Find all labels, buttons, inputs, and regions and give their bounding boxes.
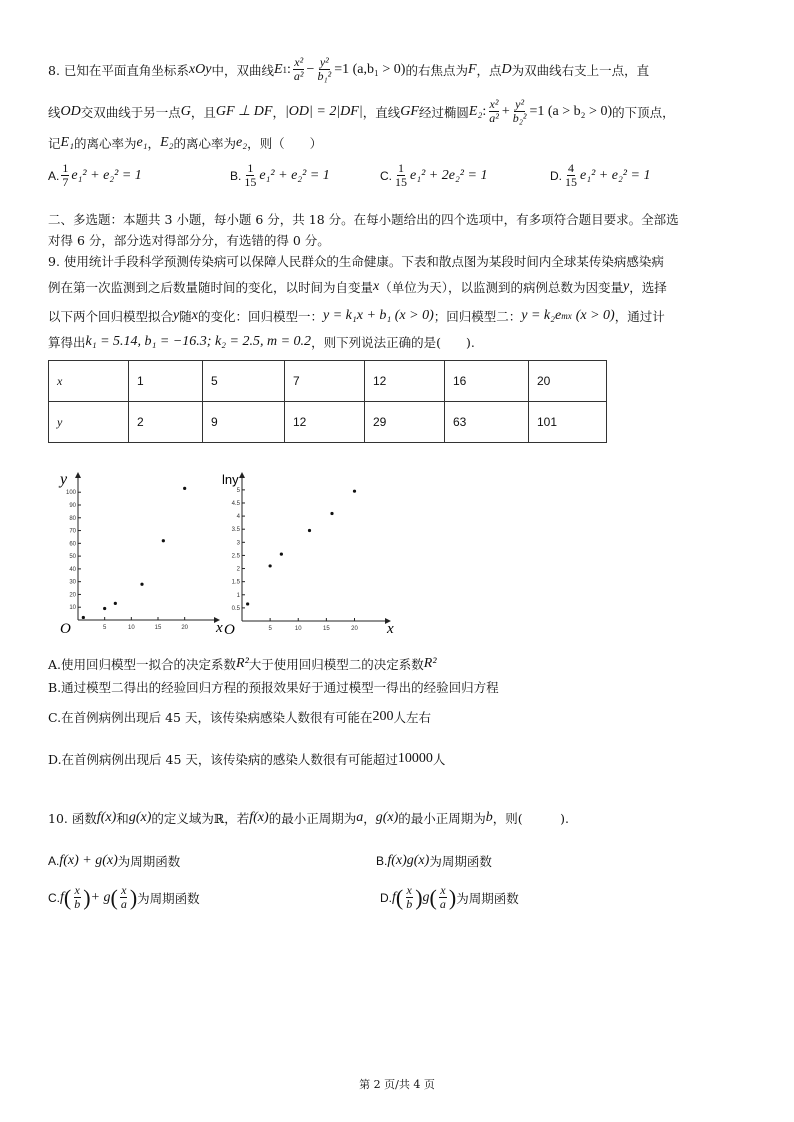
- y-tick-label: 1.5: [231, 579, 240, 586]
- q9-option-d: [48, 750, 445, 768]
- math: x: [373, 279, 380, 294]
- math: GF ⊥ DF: [215, 104, 273, 119]
- text: ，则（ ）: [247, 136, 323, 151]
- paren: (: [429, 884, 437, 910]
- text: ，点: [476, 62, 502, 78]
- denominator: b: [406, 897, 413, 911]
- text: 的下顶点，: [612, 104, 675, 120]
- fraction: [394, 162, 408, 189]
- fraction: [488, 98, 500, 125]
- denominator: 15: [395, 175, 407, 189]
- table-cell: x: [49, 361, 129, 402]
- q8-option-c: [380, 162, 487, 189]
- option-label: A.: [48, 854, 60, 868]
- fraction: [73, 884, 81, 911]
- data-point: [103, 607, 106, 610]
- q9-option-b: [48, 678, 499, 696]
- denominator: a: [120, 897, 127, 911]
- text: ，: [363, 811, 376, 826]
- data-point: [114, 602, 117, 605]
- math: f(x): [249, 810, 269, 825]
- table-cell: 29: [365, 402, 445, 443]
- text: 的离心率为: [173, 136, 236, 151]
- text: 交双曲线于另一点: [80, 104, 181, 120]
- paren: (: [110, 884, 118, 910]
- math: :: [482, 103, 487, 119]
- option-text: 为周期函数: [456, 890, 519, 906]
- q10-option-c: [48, 884, 200, 911]
- y-tick-label: 100: [65, 490, 76, 497]
- table-cell: 5: [203, 361, 285, 402]
- paren: ): [129, 884, 138, 910]
- option-text: 为周期函数: [429, 854, 492, 869]
- table-row: [49, 361, 607, 402]
- data-point: [330, 512, 333, 515]
- y-arrow-icon: [75, 472, 81, 478]
- option-label: B.: [376, 854, 388, 868]
- text: 为双曲线右支上一点，直: [511, 62, 650, 78]
- data-point: [162, 539, 165, 542]
- text: 的离心率为: [73, 136, 137, 151]
- numerator: x: [440, 883, 446, 897]
- y-tick-label: 2: [236, 566, 240, 573]
- text: 的定义域为ℝ，若: [151, 811, 250, 826]
- text: 的最小正周期为: [398, 811, 486, 826]
- scatter-plot-lny: [222, 470, 392, 640]
- y-tick-label: 3.5: [231, 527, 240, 534]
- text: ；回归模型二：: [433, 309, 522, 324]
- x-axis-label: x: [216, 620, 223, 636]
- numerator: x: [406, 883, 412, 897]
- option-label: B.: [230, 168, 242, 183]
- table-row: [49, 402, 607, 443]
- table-cell: 9: [203, 402, 285, 443]
- math: g(x): [375, 810, 399, 825]
- y-tick-label: 20: [69, 592, 76, 599]
- text: ，: [272, 104, 285, 120]
- numerator: 4: [568, 161, 574, 175]
- x-tick-label: 5: [102, 625, 107, 631]
- table-cell: 2: [129, 402, 203, 443]
- math: mx: [561, 311, 572, 321]
- x-axis-label: x: [387, 621, 394, 637]
- x-tick-label: 20: [351, 626, 358, 632]
- origin-label: O: [60, 621, 71, 637]
- option-text: 人左右: [393, 710, 431, 725]
- scatter-plot-y: [50, 471, 223, 640]
- section-2-heading: [48, 210, 679, 228]
- math: |OD| = 2|DF|: [284, 103, 363, 119]
- math: + g: [90, 889, 111, 905]
- y-tick-label: 70: [69, 528, 76, 535]
- math: OD: [60, 103, 81, 119]
- option-text: 大于使用回归模型二的决定系数: [248, 657, 424, 672]
- text: 和: [116, 811, 129, 826]
- q8-option-b: [230, 162, 330, 189]
- q8-line-2: [48, 98, 675, 125]
- q10-option-b: [376, 852, 492, 870]
- math: (x > 0): [575, 308, 615, 323]
- x-tick-label: 10: [294, 626, 302, 632]
- data-point: [353, 490, 356, 493]
- option-label: A.: [48, 168, 60, 183]
- paren: ): [415, 884, 423, 910]
- y-tick-label: 4.5: [231, 500, 240, 507]
- data-point: [280, 553, 283, 556]
- math: xOy: [188, 61, 212, 77]
- data-point: [140, 583, 143, 586]
- numerator: x: [74, 883, 80, 897]
- page-footer: 第 2 页/共 4 页: [359, 1078, 435, 1091]
- y-tick-label: 60: [69, 541, 76, 548]
- math: F: [467, 61, 477, 77]
- math: f(x)g(x): [387, 853, 430, 868]
- y-tick-label: 90: [69, 503, 76, 509]
- q9-line-1: [48, 252, 664, 270]
- text: 线: [48, 104, 61, 120]
- y-tick-label: 40: [69, 566, 76, 573]
- math: f: [60, 889, 64, 905]
- fraction: [316, 56, 332, 83]
- text: 记: [48, 136, 61, 151]
- text: ，则下列说法正确的是( ).: [311, 335, 475, 350]
- denominator: b: [74, 897, 81, 911]
- denominator: b₂²: [512, 111, 527, 125]
- table-cell: 1: [129, 361, 203, 402]
- q8-line-3: [48, 134, 322, 152]
- text: 的变化：回归模型一：: [197, 309, 323, 324]
- math: −: [306, 61, 315, 77]
- option-label: D.: [380, 890, 392, 905]
- math: 1: [282, 64, 288, 75]
- q9-line-3: [48, 307, 665, 325]
- fraction: [439, 884, 447, 911]
- data-point: [183, 487, 186, 490]
- denominator: b₁²: [317, 69, 332, 83]
- table-cell: 101: [529, 402, 607, 443]
- fraction: [293, 56, 305, 83]
- math: E₂: [468, 103, 483, 119]
- q10-option-a: [48, 852, 180, 870]
- x-tick-label: 15: [154, 625, 162, 631]
- text: 经过椭圆: [418, 104, 469, 120]
- x-tick-label: 20: [181, 625, 189, 631]
- text: 的右焦点为: [405, 62, 468, 78]
- text: （单位为天），以监测到的病例总数为因变量: [379, 280, 623, 295]
- text: ，选择: [629, 280, 667, 295]
- text: ，通过计: [614, 309, 665, 324]
- q8-option-d: [550, 162, 650, 189]
- data-point: [246, 602, 249, 605]
- math: e₂: [236, 135, 248, 150]
- math: e₁² + e₂² = 1: [580, 167, 651, 183]
- option-text: A.使用回归模型一拟合的决定系数: [48, 657, 237, 672]
- math: R²: [423, 656, 437, 671]
- math: =1 (a > b₂ > 0): [529, 103, 613, 119]
- q8-line-1: [48, 56, 649, 83]
- math: a: [356, 810, 364, 825]
- math: GF: [400, 103, 419, 119]
- x-tick-label: 15: [323, 626, 330, 632]
- text: ，: [147, 136, 161, 151]
- math: e₁: [136, 135, 148, 150]
- math: k₁ = 5.14, b₁ = −16.3; k₂ = 2.5, m = 0.2: [85, 334, 312, 349]
- math: g: [422, 889, 430, 905]
- q8-option-a: [48, 162, 142, 189]
- text: 随: [179, 309, 192, 324]
- option-text: C.在首例病例出现后 45 天，该传染病感染人数很有可能在: [48, 710, 373, 725]
- numerator: 1: [62, 161, 69, 175]
- y-tick-label: 3: [236, 540, 240, 547]
- text: ，直线: [362, 104, 401, 120]
- math: E: [273, 61, 283, 77]
- y-tick-label: 50: [69, 554, 76, 561]
- option-text: 为周期函数: [117, 854, 181, 869]
- y-tick-label: 5: [236, 487, 240, 494]
- data-point: [269, 564, 272, 567]
- denominator: a²: [293, 69, 304, 83]
- option-label: C.: [380, 168, 392, 183]
- y-tick-label: 1: [236, 592, 240, 599]
- table-cell: 12: [365, 361, 445, 402]
- option-label: C.: [48, 890, 60, 905]
- fraction: [120, 884, 128, 911]
- fraction: [61, 162, 69, 189]
- numerator: y²: [515, 97, 525, 111]
- text: 10. 函数: [48, 811, 97, 826]
- y-arrow-icon: [239, 472, 245, 478]
- fraction: [512, 98, 528, 125]
- math: G: [180, 103, 191, 119]
- math: :: [287, 61, 291, 77]
- text: 例在第一次监测到之后数量随时间的变化，以时间为自变量: [48, 280, 374, 295]
- y-tick-label: 80: [69, 515, 76, 522]
- math: e₁² + e₂² = 1: [259, 167, 330, 183]
- y-tick-label: 2.5: [231, 553, 240, 560]
- table-cell: 7: [285, 361, 365, 402]
- q10-option-d: [380, 884, 519, 911]
- text: 以下两个回归模型拟合: [48, 309, 174, 324]
- math: y: [173, 308, 180, 323]
- y-tick-label: 30: [69, 579, 76, 586]
- q9-line-4: [48, 333, 475, 351]
- section-text: 二、多选题：本题共 3 小题，每小题 6 分，共 18 分。在每小题给出的四个选项中，有多项符合题目要求。全部选: [48, 212, 679, 227]
- denominator: 15: [565, 175, 577, 189]
- origin-label: O: [224, 622, 235, 638]
- numerator: 1: [398, 161, 404, 175]
- fraction: [405, 884, 413, 911]
- paren: ): [448, 884, 457, 910]
- q9-line-2: [48, 278, 667, 296]
- math: b: [485, 810, 493, 825]
- option-text: 人: [432, 752, 446, 767]
- q9-option-c: [48, 708, 431, 726]
- numerator: 1: [247, 161, 254, 175]
- math: =1 (a,b₁ > 0): [334, 61, 406, 77]
- table-cell: 20: [529, 361, 607, 402]
- q9-option-a: [48, 655, 437, 673]
- text: 算得出: [48, 335, 86, 350]
- denominator: 15: [244, 175, 257, 189]
- math: 10000: [397, 751, 433, 766]
- denominator: a: [439, 897, 446, 911]
- math: e₁² + e₂² = 1: [71, 167, 142, 183]
- table-cell: y: [49, 402, 129, 443]
- y-axis-label: y: [60, 471, 68, 488]
- text: 8. 已知在平面直角坐标系: [48, 62, 189, 78]
- y-tick-label: 10: [69, 605, 76, 612]
- text: ，且: [190, 104, 216, 120]
- math: y = k₁x + b₁ (x > 0): [322, 308, 434, 323]
- text: ，则( ).: [492, 811, 570, 826]
- math: g(x): [128, 810, 152, 825]
- math: f: [392, 889, 396, 905]
- table-cell: 16: [445, 361, 529, 402]
- x-tick-label: 10: [127, 625, 135, 631]
- q10-stem: [48, 809, 569, 827]
- math: 200: [372, 709, 394, 724]
- y-tick-label: 4: [236, 514, 240, 521]
- section-2-line-2: [48, 231, 330, 249]
- math: +: [501, 103, 510, 119]
- fraction: [564, 162, 578, 189]
- numerator: x²: [294, 55, 304, 69]
- data-point: [308, 529, 311, 532]
- data-point: [82, 616, 85, 619]
- denominator: a²: [489, 111, 499, 125]
- math: E₂: [160, 135, 174, 150]
- math: D: [501, 61, 512, 77]
- option-text: D.在首例病例出现后 45 天，该传染病的感染人数很有可能超过: [48, 752, 398, 767]
- text: 的最小正周期为: [268, 811, 357, 826]
- math: f(x) + g(x): [59, 853, 118, 868]
- data-table: [48, 360, 607, 443]
- paren: ): [83, 884, 91, 910]
- math: x: [191, 308, 198, 323]
- option-text: 为周期函数: [137, 890, 200, 906]
- denominator: 7: [62, 175, 69, 189]
- fraction: [243, 162, 257, 189]
- math: f(x): [96, 810, 117, 825]
- x-tick-label: 5: [268, 626, 272, 632]
- paren: (: [395, 884, 404, 910]
- table-cell: 12: [285, 402, 365, 443]
- math: R²: [236, 656, 249, 671]
- option-label: D.: [550, 168, 562, 183]
- math: e₁² + 2e₂² = 1: [410, 167, 488, 183]
- paren: (: [63, 884, 72, 910]
- table-cell: 63: [445, 402, 529, 443]
- math: y: [623, 279, 630, 294]
- text: 9. 使用统计手段科学预测传染病可以保障人民群众的生命健康。下表和散点图为某段时间内全球某传染病感染病: [48, 254, 664, 269]
- numerator: x²: [489, 97, 499, 111]
- numerator: x: [121, 883, 127, 897]
- math: E₁: [60, 135, 74, 150]
- text: 中，双曲线: [211, 62, 274, 78]
- math: y = k₂e: [521, 308, 562, 323]
- numerator: y²: [319, 55, 329, 69]
- option-text: B.通过模型二得出的经验回归方程的预报效果好于通过模型一得出的经验回归方程: [48, 680, 499, 695]
- y-tick-label: 0.5: [231, 605, 240, 612]
- y-axis-label: lny: [222, 472, 239, 487]
- section-text: 对得 6 分，部分选对得部分分，有选错的得 0 分。: [48, 233, 330, 248]
